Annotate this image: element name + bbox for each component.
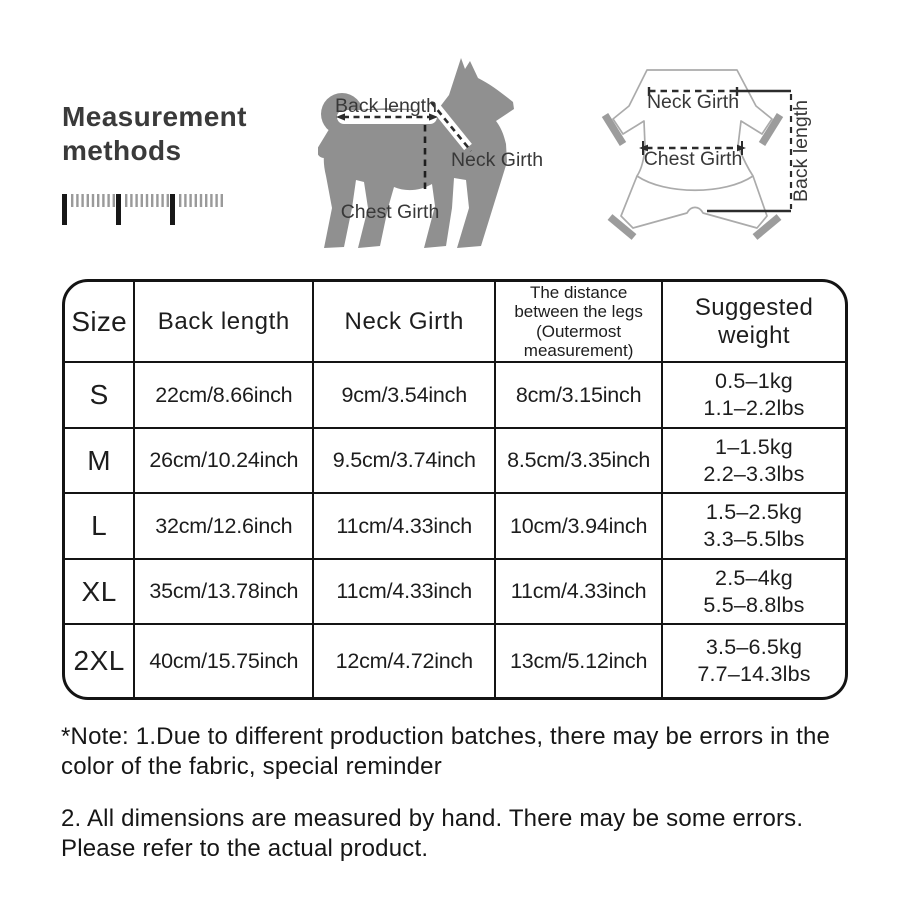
table-row	[65, 560, 845, 625]
header-neck-girth: Neck Girth	[314, 282, 496, 363]
weight-lbs: 1.1–2.2lbs	[703, 396, 805, 421]
cell-neck-girth: 11cm/4.33inch	[314, 560, 496, 625]
weight-kg: 2.5–4kg	[715, 565, 793, 590]
garment-back-length-label: Back length	[790, 100, 812, 202]
cell-leg-distance: 10cm/3.94inch	[496, 494, 663, 559]
cell-neck-girth: 9cm/3.54inch	[314, 363, 496, 428]
cell-weight	[663, 363, 845, 428]
cell-size: XL	[65, 560, 135, 625]
weight-lbs: 7.7–14.3lbs	[697, 662, 811, 687]
header-back-length: Back length	[135, 282, 314, 363]
weight-kg: 1.5–2.5kg	[705, 500, 803, 525]
cell-back-length: 26cm/10.24inch	[135, 429, 314, 494]
cell-weight	[663, 560, 845, 625]
dog-neck-girth-label: Neck Girth	[450, 149, 544, 171]
cell-back-length: 32cm/12.6inch	[135, 494, 314, 559]
cell-neck-girth: 11cm/4.33inch	[314, 494, 496, 559]
weight-lbs: 5.5–8.8lbs	[703, 592, 805, 617]
garment-chest-girth-label: Chest Girth	[643, 148, 743, 170]
cell-leg-distance: 13cm/5.12inch	[496, 625, 663, 697]
table-header-row	[65, 282, 845, 363]
cell-size: M	[65, 429, 135, 494]
header-leg-distance: The distance between the legs (Outermost measurement)	[496, 282, 663, 363]
dog-back-length-label: Back length	[335, 95, 437, 117]
cell-neck-girth: 12cm/4.72inch	[314, 625, 496, 697]
note-1: *Note: 1.Due to different production batches, there may be errors in the color of the fabric, special reminder	[61, 723, 831, 781]
cell-weight	[663, 494, 845, 559]
garment-neck-girth-label: Neck Girth	[646, 91, 740, 113]
cell-leg-distance: 11cm/4.33inch	[496, 560, 663, 625]
notes-section	[61, 722, 873, 865]
table-row	[65, 363, 845, 428]
cell-size: S	[65, 363, 135, 428]
cell-weight	[663, 625, 845, 697]
weight-kg: 0.5–1kg	[715, 369, 793, 394]
weight-lbs: 2.2–3.3lbs	[703, 461, 805, 486]
note-2: 2. All dimensions are measured by hand. There may be some errors. Please refer to the actual product.	[61, 804, 804, 863]
cell-back-length: 40cm/15.75inch	[135, 625, 314, 697]
ruler-icon	[60, 191, 228, 227]
garment-measurement-diagram	[595, 58, 830, 258]
size-table	[62, 279, 848, 700]
weight-kg: 1–1.5kg	[715, 434, 793, 459]
weight-kg: 3.5–6.5kg	[705, 635, 803, 660]
cell-leg-distance: 8cm/3.15inch	[496, 363, 663, 428]
table-row	[65, 494, 845, 559]
dog-chest-girth-label: Chest Girth	[340, 201, 440, 223]
cell-neck-girth: 9.5cm/3.74inch	[314, 429, 496, 494]
table-row	[65, 625, 845, 697]
header-suggested-weight-text: Suggested weight	[694, 294, 814, 349]
cell-leg-distance: 8.5cm/3.35inch	[496, 429, 663, 494]
cell-back-length: 22cm/8.66inch	[135, 363, 314, 428]
table-row	[65, 429, 845, 494]
header-size: Size	[65, 282, 135, 363]
cell-size: L	[65, 494, 135, 559]
cell-back-length: 35cm/13.78inch	[135, 560, 314, 625]
cell-weight	[663, 429, 845, 494]
page-title: Measurement methods	[62, 101, 247, 167]
weight-lbs: 3.3–5.5lbs	[703, 527, 805, 552]
header-suggested-weight	[663, 282, 845, 363]
dog-measurement-diagram	[318, 50, 558, 257]
cell-size: 2XL	[65, 625, 135, 697]
